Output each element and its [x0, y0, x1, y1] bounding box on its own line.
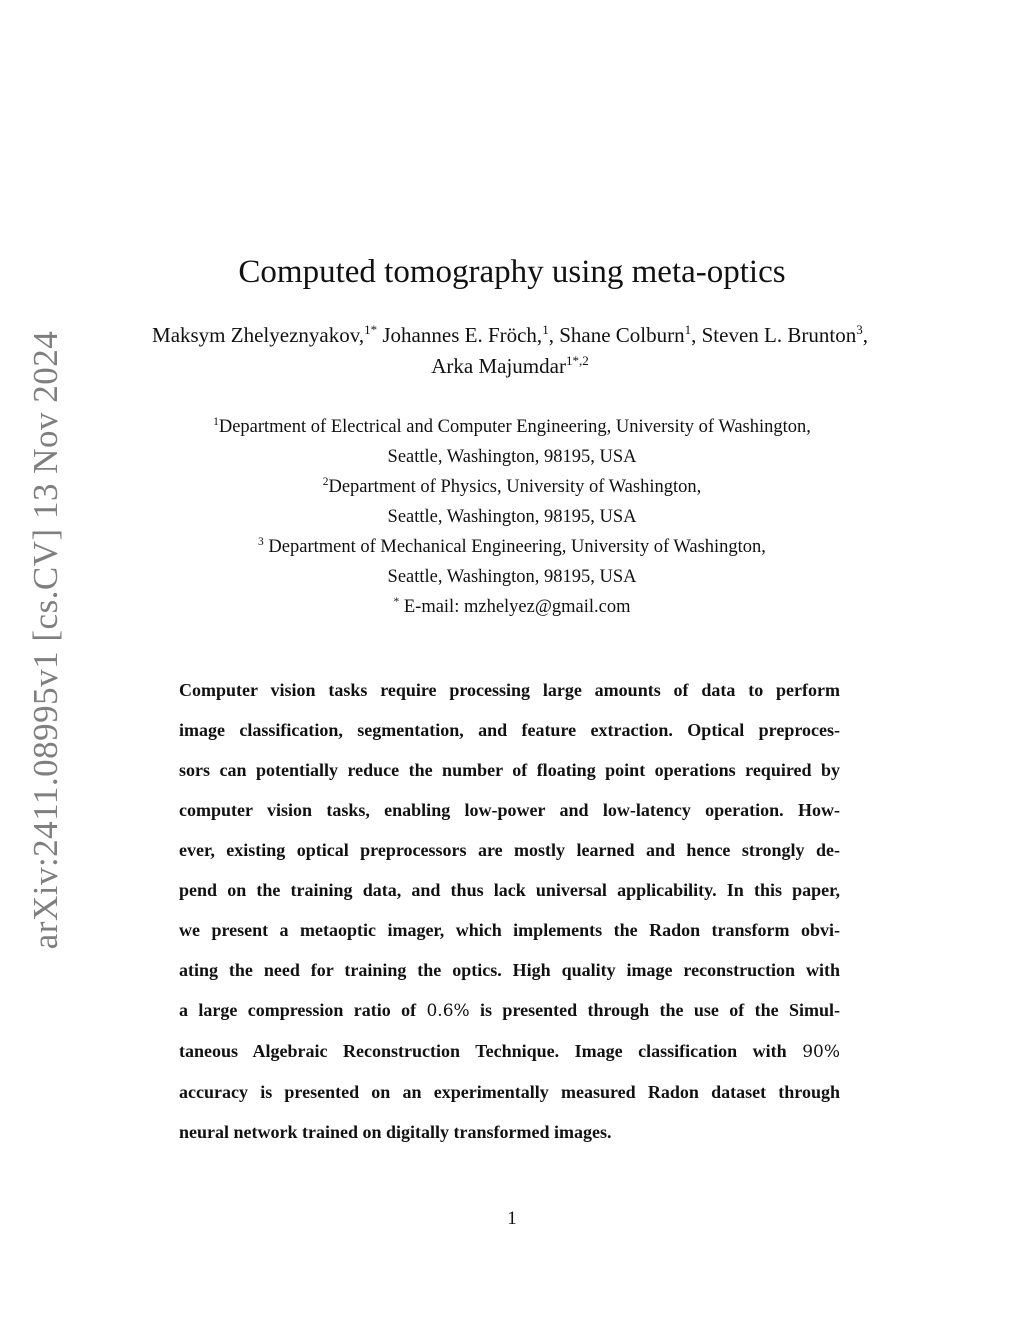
abstract-line: we present a metaoptic imager, which implements the Radon transform obvi-: [179, 920, 840, 940]
abstract-line: computer vision tasks, enabling low-power and low-latency operation. How-: [179, 800, 840, 820]
abstract-line: pend on the training data, and thus lack universal applicability. In this paper,: [179, 880, 840, 900]
abstract: [179, 670, 840, 1152]
affiliation-1-address: Seattle, Washington, 98195, USA: [387, 447, 637, 467]
abstract-text: taneous Algebraic Reconstruction Technique. Image classification with: [179, 1041, 803, 1061]
corresponding-email: [0, 592, 1024, 622]
affiliation-text: Department of Physics, University of Washington,: [328, 477, 702, 497]
page-number: 1: [507, 1208, 517, 1229]
email-text: E-mail: mzhelyez@gmail.com: [399, 597, 631, 617]
abstract-text: a large compression ratio of: [179, 1000, 427, 1020]
affiliation-2: [0, 472, 1024, 502]
author-name: Maksym Zhelyeznyakov,: [152, 323, 365, 347]
arxiv-identifier-stamp: arXiv:2411.08995v1 [cs.CV] 13 Nov 2024: [26, 330, 65, 950]
abstract-line: sors can potentially reduce the number of floating point operations required by: [179, 760, 840, 780]
abstract-text: is presented through the use of the Simul-: [469, 1000, 840, 1020]
abstract-line: ever, existing optical preprocessors are mostly learned and hence strongly de-: [179, 840, 840, 860]
abstract-line: [179, 990, 840, 1031]
compression-ratio-value: 0.6%: [426, 1001, 470, 1021]
abstract-line: image classification, segmentation, and feature extraction. Optical preproces-: [179, 720, 840, 740]
author-name: , Steven L. Brunton: [691, 323, 857, 347]
abstract-line: accuracy is presented on an experimentally measured Radon dataset through: [179, 1082, 840, 1102]
affiliation-marker: 1: [213, 415, 219, 428]
abstract-line: Computer vision tasks require processing large amounts of data to perform: [179, 680, 840, 700]
author-name: Johannes E. Fröch,: [377, 323, 543, 347]
author-affiliation-marker: 1: [542, 322, 549, 337]
abstract-line: neural network trained on digitally transformed images.: [179, 1122, 612, 1142]
affiliation-3-address: Seattle, Washington, 98195, USA: [387, 567, 637, 587]
author-affiliation-marker: 1*: [364, 322, 378, 337]
abstract-line: [179, 1031, 840, 1072]
paper-title: Computed tomography using meta-optics: [238, 254, 786, 290]
corresponding-marker: *: [393, 595, 400, 608]
author-name: , Shane Colburn: [548, 323, 685, 347]
author-list: [110, 320, 910, 382]
affiliation-1: [0, 412, 1024, 442]
affiliation-text: Department of Electrical and Computer Engineering, University of Washington,: [218, 417, 811, 437]
accuracy-value: 90%: [802, 1042, 840, 1062]
author-affiliation-marker: 1*,2: [565, 353, 589, 368]
abstract-line: ating the need for training the optics. High quality image reconstruction with: [179, 960, 840, 980]
affiliation-marker: 2: [322, 475, 329, 488]
author-affiliation-marker: 3: [856, 322, 863, 337]
author-name: Arka Majumdar: [431, 354, 566, 378]
affiliation-3: [0, 532, 1024, 562]
affiliation-text: Department of Mechanical Engineering, University of Washington,: [263, 537, 766, 557]
author-affiliation-marker: 1: [684, 322, 692, 337]
affiliation-marker: 3: [258, 535, 264, 548]
affiliation-list: [0, 412, 1024, 622]
affiliation-2-address: Seattle, Washington, 98195, USA: [387, 507, 637, 527]
author-separator: ,: [862, 323, 868, 347]
